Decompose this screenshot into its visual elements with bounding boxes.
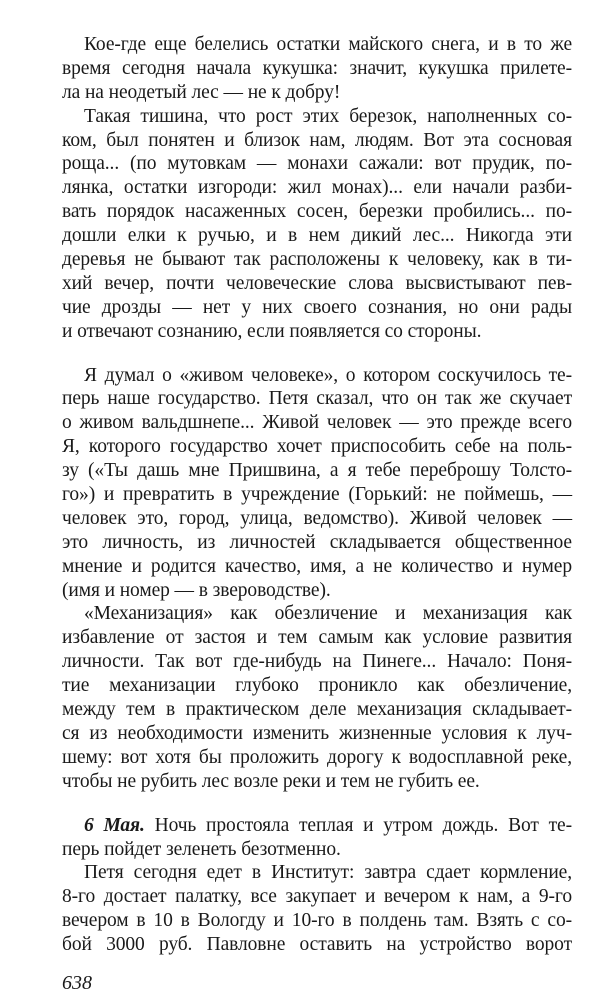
entry-date: 6 Мая. (84, 814, 145, 836)
text-line (62, 650, 572, 674)
text-line (62, 555, 572, 579)
text-line (62, 933, 572, 957)
line-text: перь пойдет зеленеть безотменно. (62, 838, 341, 860)
entry-separator (62, 794, 572, 814)
text-line (62, 200, 572, 224)
diary-entry (62, 33, 572, 344)
line-text: (имя и номер — в звероводстве). (62, 579, 331, 601)
text-line (62, 507, 572, 531)
text-line (62, 129, 572, 153)
paragraph (62, 33, 572, 105)
text-line (62, 531, 572, 555)
line-text: роща... (по мутовкам — монахи сажали: вот прудик, по- (62, 153, 572, 175)
text-line (62, 722, 572, 746)
line-text: шему: вот хотя бы проложить дорогу к водосплавной реке, (62, 746, 572, 768)
text-line (62, 861, 572, 885)
text-line (62, 320, 572, 344)
text-line (62, 459, 572, 483)
line-text: го») и превратить в учреждение (Горький: не поймешь, — (62, 484, 572, 506)
paragraph (62, 602, 572, 793)
text-line (62, 81, 572, 105)
line-text: это личность, из личностей складывается общественное (62, 531, 572, 553)
line-text: Кое-где еще белелись остатки майского снега, и в то же (84, 34, 572, 55)
line-text: время сегодня начала кукушка: значит, кукушка прилете- (62, 57, 572, 79)
paragraph (62, 105, 572, 344)
text-line (62, 435, 572, 459)
line-text: избавление от застоя и тем самым как условие развития (62, 627, 572, 649)
text-line (62, 770, 572, 794)
line-text: тие механизации глубоко проникло как обезличение, (62, 675, 572, 697)
page-body (62, 33, 572, 957)
text-line (62, 698, 572, 722)
page-number: 638 (62, 972, 92, 994)
text-line (62, 579, 572, 603)
line-text: Ночь простояла теплая и утром дождь. Вот те- (154, 814, 573, 836)
line-text: ком, был понятен и близок нам, людям. Вот эта сосновая (62, 129, 572, 151)
text-line (62, 152, 572, 176)
line-text: между тем в практическом деле механизация складывает- (62, 699, 572, 721)
text-line (62, 838, 572, 862)
text-line (62, 57, 572, 81)
diary-entry (62, 364, 572, 794)
text-line (62, 248, 572, 272)
line-text: человек это, город, улица, ведомство). Живой человек — (62, 507, 572, 529)
line-text: вечером в 10 в Вологду и 10-го в полдень там. Взять с со- (62, 910, 572, 932)
line-text: Я, которого государство хочет приспособить себе на поль- (62, 436, 572, 458)
line-text: о живом вальдшнепе... Живой человек — это прежде всего (62, 412, 572, 434)
line-text: Я думал о «живом человеке», о котором соскучилось те- (84, 364, 572, 386)
line-text: хий вечер, почти человеческие слова высвистывают пев- (62, 272, 572, 294)
line-text: бой 3000 руб. Павловне оставить на устройство ворот (62, 934, 572, 956)
diary-entry (62, 814, 572, 957)
line-text: 8-го достает палатку, все закупает и вечером к нам, а 9-го (62, 886, 572, 908)
line-text: Такая тишина, что рост этих березок, наполненных со- (84, 105, 572, 127)
paragraph (62, 364, 572, 603)
paragraph (62, 814, 572, 862)
text-line (62, 411, 572, 435)
text-line (62, 746, 572, 770)
entry-separator (62, 344, 572, 364)
text-line (62, 814, 572, 838)
text-line (62, 176, 572, 200)
text-line (62, 909, 572, 933)
paragraph (62, 861, 572, 957)
line-text: Петя сегодня едет в Институт: завтра сдает кормление, (84, 862, 572, 884)
text-line (62, 674, 572, 698)
line-text: деревья не бывают так расположены к человеку, как в ти- (62, 249, 572, 271)
line-text: «Механизация» как обезличение и механизация как (84, 603, 572, 625)
line-text: чтобы не рубить лес возле реки и тем не губить ее. (62, 770, 480, 792)
line-text: личности. Так вот где-нибудь на Пинеге... Начало: Поня- (62, 651, 572, 673)
line-text: дошли елки к ручью, и в нем дикий лес... Никогда эти (62, 225, 572, 247)
text-line (62, 885, 572, 909)
text-line (62, 626, 572, 650)
line-text: зу («Ты дашь мне Пришвина, а я тебе переброшу Толсто- (62, 460, 572, 482)
text-line (62, 364, 572, 388)
line-text: перь наше государство. Петя сказал, что он так же скучает (62, 388, 572, 410)
line-text: мнение и родится качество, имя, а не количество и нумер (62, 555, 572, 577)
line-text: и отвечают сознанию, если появляется со стороны. (62, 320, 482, 342)
line-text: вать порядок насаженных сосен, березки пробились... по- (62, 201, 572, 223)
text-line (62, 105, 572, 129)
line-text: ся из необходимости изменить жизненные условия к луч- (62, 722, 572, 744)
line-text: чие дрозды — нет у них своего сознания, но они рады (62, 296, 572, 318)
text-line (62, 272, 572, 296)
text-line (62, 602, 572, 626)
text-line (62, 483, 572, 507)
text-line (62, 224, 572, 248)
text-line (62, 296, 572, 320)
line-text: лянка, остатки изгороди: жил монах)... ели начали разби- (62, 177, 572, 199)
text-line (62, 33, 572, 57)
line-text: ла на неодетый лес — не к добру! (62, 81, 341, 103)
text-line (62, 387, 572, 411)
